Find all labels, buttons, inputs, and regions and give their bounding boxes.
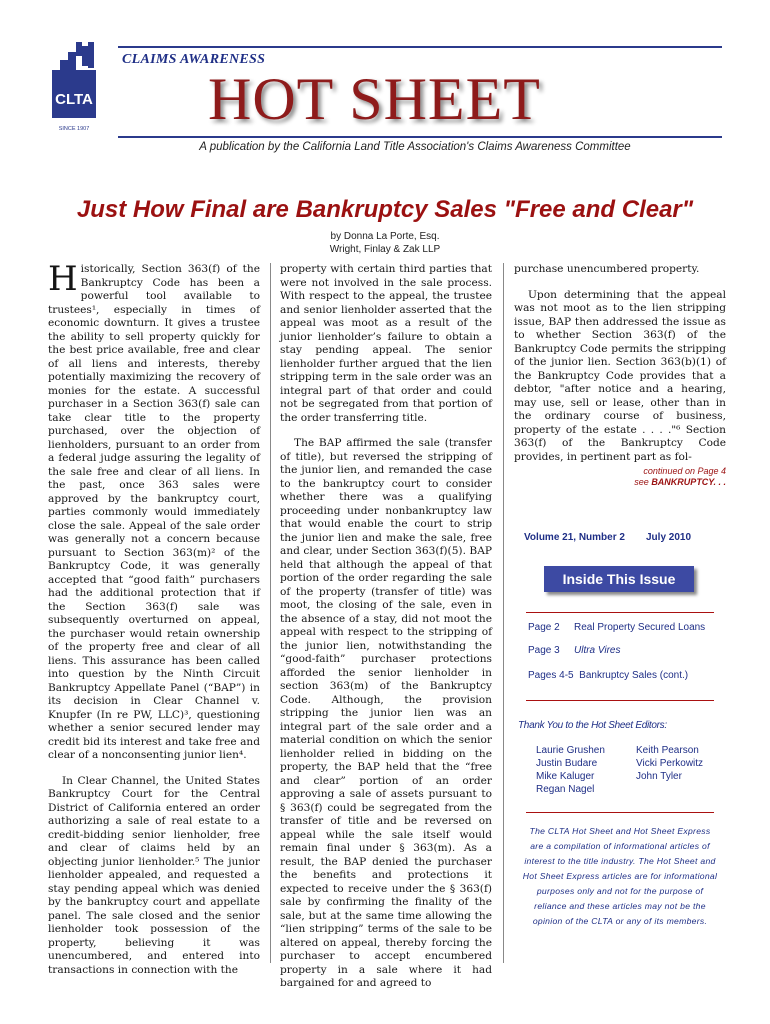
article-column-2 [280, 263, 492, 1003]
toc-page: Page 2 [528, 622, 560, 633]
continued-note[interactable] [514, 466, 726, 488]
toc-item[interactable] [528, 670, 688, 681]
article-column-1 [48, 259, 260, 989]
toc-title: Ultra Vires [574, 645, 621, 656]
continued-page: continued on Page 4 [643, 466, 726, 476]
editor-name: Regan Nagel [536, 784, 595, 795]
editors-heading: Thank You to the Hot Sheet Editors: [518, 720, 667, 731]
paragraph: The BAP affirmed the sale (transfer of title), but reversed the stripping of the junior lien, and remanded the case to the bankruptcy court to consider whether there was a qualifying proceeding under nonbankruptcy law that would enable the court to strip the junior lien and make the sale, free and clear, under Section 363(f)(5). BAP held that although the appeal of that portion of the order regarding the sale of the property (transfer of title) was moot, the closing of the sale, even in the absence of a stay, did not moot the appeal with respect to the stripping of the junior lien, notwithstanding the “good-faith” purchaser protections afforded the senior lienholder in section 363(m) of the Bankruptcy Code. Although, the provision stripping the junior lien was an integral part of the sale order and a material condition on which the senior lienholder relied in bidding on the property, the BAP held that the “free and clear” portion of an order approving a sale of assets pursuant to § 363(f) could be segregated from the transfer of title and be reversed on appeal while the sale itself would remain final under § 363(m). As a result, the BAP denied the purchaser the benefits and protections it expected to receive under the § 363(f) sale by confirming the finality of the sale, but at the same time allowing the “lien stripping” terms of the sale to be altered on appeal, thereby forcing the purchaser to accept encumbered property in a sale where it had bargained for and agreed to [280, 437, 492, 989]
newsletter-title: HOT SHEET [208, 66, 541, 132]
article-author: by Donna La Porte, Esq. [330, 231, 440, 242]
paragraph: purchase unencumbered property. [514, 263, 700, 275]
article-firm: Wright, Finlay & Zak LLP [329, 244, 441, 255]
masthead-rule-bottom [118, 136, 722, 138]
continued-see: see [634, 477, 652, 487]
column-divider [270, 263, 271, 963]
logo-since: SINCE 1907 [58, 126, 90, 132]
drop-cap: H [48, 259, 78, 299]
editor-name: Mike Kaluger [536, 771, 595, 782]
issue-date: July 2010 [646, 532, 692, 543]
inside-this-issue-banner: Inside This Issue [544, 566, 694, 592]
disclaimer-text: The CLTA Hot Sheet and Hot Sheet Express are a compilation of informational articles of interest to the title industry. The Hot Sheet and Hot Sheet Express articles are for informational purposes only and not for the purpose of reliance and these articles may not be the opinion of the CLTA or any of its members. [522, 826, 718, 926]
article-headline: Just How Final are Bankruptcy Sales "Free and Clear" [76, 196, 694, 223]
logo-text: CLTA [55, 91, 93, 108]
volume-number: Volume 21, Number 2 [524, 532, 625, 543]
toc-item[interactable] [528, 645, 621, 656]
paragraph-text: istorically, Section 363(f) of the Bankruptcy Code has been a powerful tool available to trustees¹, especially in times of economic downturn. It gives a trustee the ability to sell property quickly for the best price available, free and clear of all liens and interests, thereby potentially maximizing the recovery of monies for the estate. A successful purchaser in a Section 363(f) sale can take clear title to the property purchased, over the objection of lienholders, pursuant to an order from a federal judge assuring the legality of the sale free and clear of all liens. In the past, once 363 sales were approved by the bankruptcy court, parties commonly would immediately close the sale. Appeal of the sale order was generally not a concern because pursuant to Section 363(m)² of the Bankruptcy Code, it was generally accepted that “good faith” purchasers had the additional protection that if the Section 363(f) sale was subsequently overturned on appeal, the purchaser would retain ownership of the property free and clear of all liens. This assurance has been called into question by the Ninth Circuit Bankruptcy Appellate Panel (“BAP”) in its decision in Clear Channel v. Knupfer (In re PW, LLC)³, questioning whether a senior secured lender may credit bid its interest and take free and clear of a nonconsenting junior lien⁴. [48, 263, 260, 761]
toc-item[interactable] [528, 622, 705, 633]
column-divider [503, 263, 504, 963]
toc-title: Real Property Secured Loans [574, 622, 706, 633]
sidebar-rule [526, 812, 714, 813]
toc-title: Bankruptcy Sales (cont.) [579, 670, 689, 681]
paragraph: property with certain third parties that were not involved in the sale process. With respect to the appeal, the trustee and senior lienholder asserted that the appeal was moot as a result of the junior lienholder’s failure to obtain a stay pending appeal. The senior lienholder further argued that the lien stripping term in the sale order was an integral part of that order and could not be segregated from that portion of the order transferring title. [280, 263, 492, 424]
series-title: CLAIMS AWARENESS [122, 52, 266, 67]
masthead [0, 0, 770, 170]
toc-page: Page 3 [528, 645, 560, 656]
editor-name: Justin Budare [536, 758, 598, 769]
paragraph: In Clear Channel, the United States Bankruptcy Court for the Central District of California entered an order authorizing a sale of real estate to a credit-bidding senior lienholder, free and clear of claims held by an objecting junior lienholder.⁵ The junior lienholder appealed, and requested a stay pending appeal which was denied by the bankruptcy court and appellate panel. The sale closed and the senior lienholder took possession of the property, believing it was unencumbered, and entered into transactions in connection with the [48, 774, 260, 976]
paragraph: Upon determining that the appeal was not moot as to the lien stripping issue, BAP then addressed the issue as to whether Section 363(f) of the Bankruptcy Code permits the stripping of the junior lien. Section 363(b)(1) of the Bankruptcy Code provides that a debtor, "after notice and a hearing, may use, sell or lease, other than in the ordinary course of business, property of the estate . . . ."⁶ Section 363(f) of the Bankruptcy Code provides, in pertinent part as fol- [514, 288, 726, 463]
masthead-rule-top [118, 46, 722, 48]
editor-name: John Tyler [636, 771, 682, 782]
editors-list-left [536, 744, 605, 796]
sidebar-box [514, 522, 726, 952]
article-column-3 [514, 263, 726, 488]
continued-target: BANKRUPTCY. . . [651, 477, 726, 487]
publication-line: A publication by the California Land Title Association's Claims Awareness Committee [199, 141, 631, 153]
editor-name: Keith Pearson [636, 745, 699, 756]
sidebar-rule [526, 612, 714, 613]
clta-logo [48, 42, 100, 134]
paragraph [48, 259, 260, 763]
editor-name: Laurie Grushen [536, 745, 605, 756]
editor-name: Vicki Perkowitz [636, 758, 704, 769]
toc-page: Pages 4-5 [528, 670, 574, 681]
sidebar-rule [526, 700, 714, 701]
editors-list-right [636, 744, 703, 783]
